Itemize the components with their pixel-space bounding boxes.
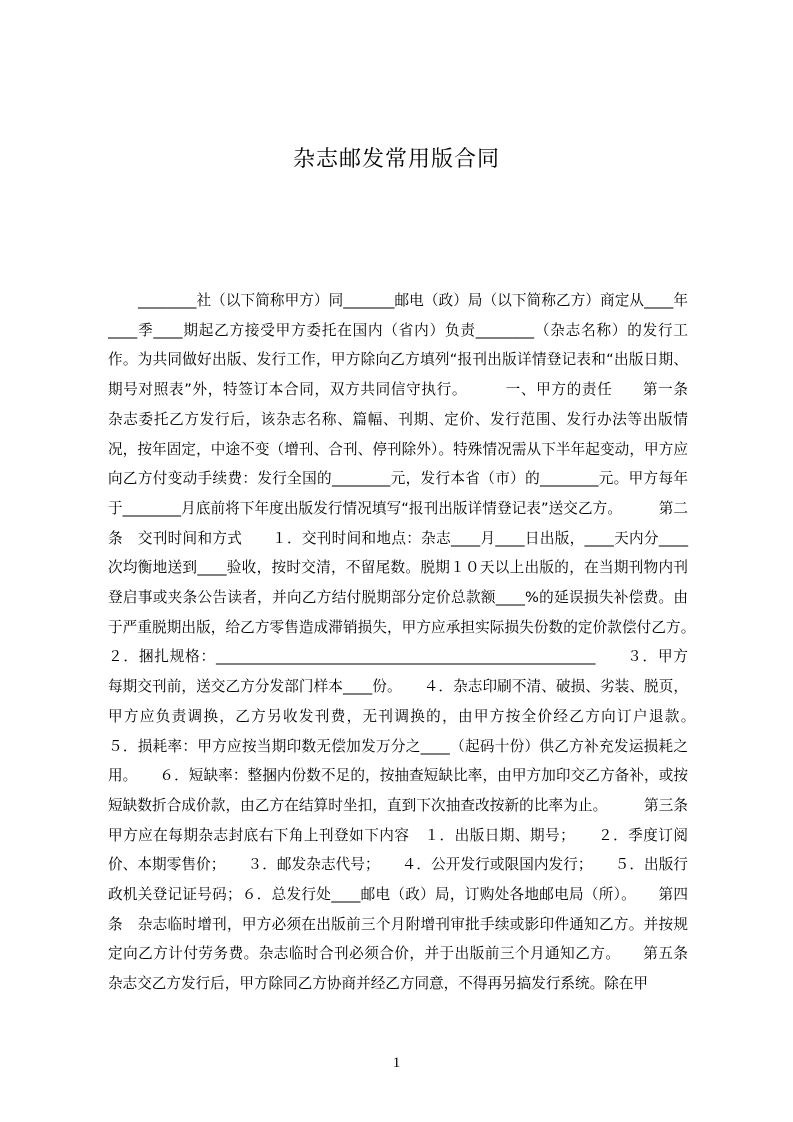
- contract-body: [108, 286, 718, 999]
- contract-body-text: ________社（以下简称甲方）同_______邮电（政）局（以下简称乙方）商定从____年____季____期起乙方接受甲方委托在国内（省内）负责________（杂志名称）的发行工作。为共同做好出版、发行工作，甲方除向乙方填列“报刊出版详情登记表和“出版日期、期号对照表”外，特签订本合同，双方共同信守执行。 一、甲方的责任 第一条 杂志委托乙方发行后，该杂志名称、篇幅、刊期、定价、发行范围、发行办法等出版情况，按年固定，中途不变（增刊、合刊、停刊除外）。特殊情况需从下半年起变动，甲方应向乙方付变动手续费：发行全国的________元，发行本省（市）的________元。甲方每年于________月底前将下年度出版发行情况填写“报刊出版详情登记表”送交乙方。 第二条 交刊时间和方式 １．交刊时间和地点：杂志____月____日出版，____天内分____次均衡地送到____验收，按时交清，不留尾数。脱期１０天以上出版的，在当期刊物内刊登启事或夹条公告读者，并向乙方结付脱期部分定价总款额____%的延误损失补偿费。由于严重脱期出版，给乙方零售造成滞销损失，甲方应承担实际损失份数的定价款偿付乙方。 ２．捆扎规格：____________________________________________________ ３．甲方每期交刊前，送交乙方分发部门样本____份。 ４．杂志印刷不清、破损、劣装、脱页，甲方应负责调换，乙方另收发刊费，无刊调换的，由甲方按全价经乙方向订户退款。 ５．损耗率：甲方应按当期印数无偿加发万分之____（起码十份）供乙方补充发运损耗之用。 ６．短缺率：整捆内份数不足的，按抽查短缺比率，由甲方加印交乙方备补，或按短缺数折合成价款，由乙方在结算时坐扣，直到下次抽查改按新的比率为止。 第三条 甲方应在每期杂志封底右下角上刊登如下内容 １．出版日期、期号； ２．季度订阅价、本期零售价； ３．邮发杂志代号； ４．公开发行或限国内发行； ５．出版行政机关登记证号码；６．总发行处____邮电（政）局，订购处各地邮电局（所）。 第四条 杂志临时增刊，甲方必须在出版前三个月附增刊审批手续或影印件通知乙方。并按规定向乙方计付劳务费。杂志临时合刊必须合价，并于出版前三个月通知乙方。 第五条 杂志交乙方发行后，甲方除同乙方协商并经乙方同意，不得再另搞发行系统。除在甲: [108, 292, 718, 993]
- document-title: 杂志邮发常用版合同: [292, 147, 500, 172]
- page-number: 1: [392, 1055, 401, 1071]
